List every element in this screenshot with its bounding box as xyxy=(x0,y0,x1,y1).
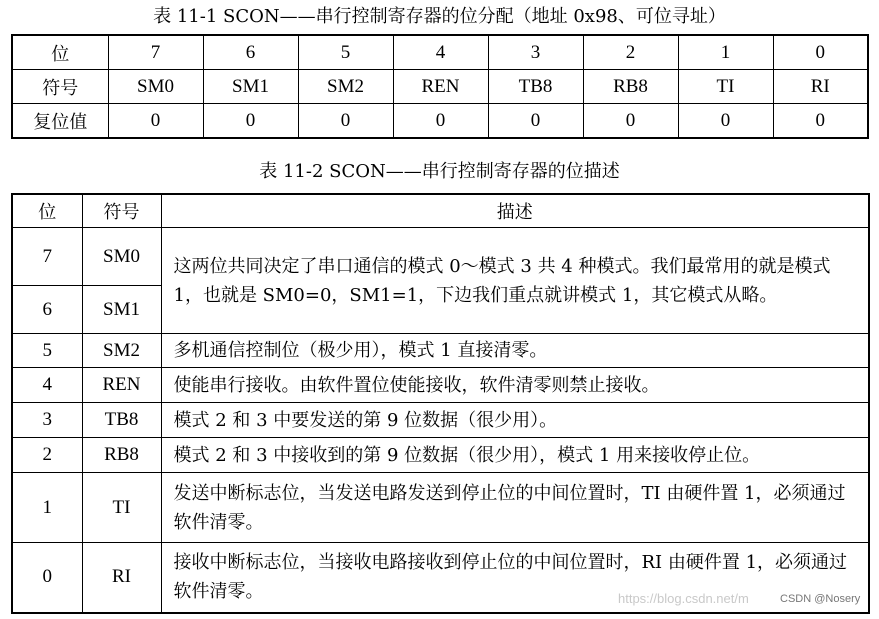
bit-cell: 5 xyxy=(298,35,393,70)
description-cell: 发送中断标志位，当发送电路发送到停止位的中间位置时，TI 由硬件置 1，必须通过软件清零。 xyxy=(161,473,869,543)
bit-cell: 3 xyxy=(488,35,583,70)
header-bit: 位 xyxy=(12,194,82,228)
table-row xyxy=(12,473,869,543)
symbol-cell: TI xyxy=(82,473,161,543)
bit-cell: 1 xyxy=(678,35,773,70)
bit-cell: 1 xyxy=(12,473,82,543)
bit-cell: 3 xyxy=(12,403,82,438)
symbol-cell: TB8 xyxy=(82,403,161,438)
reset-cell: 0 xyxy=(773,104,868,139)
bit-allocation-table xyxy=(11,34,869,139)
table-row xyxy=(12,438,869,473)
symbol-cell: SM2 xyxy=(82,334,161,368)
header-row xyxy=(12,194,869,228)
symbol-cell: SM2 xyxy=(298,70,393,104)
table2-caption: 表 11-2 SCON——串行控制寄存器的位描述 xyxy=(259,161,620,182)
bit-cell: 0 xyxy=(773,35,868,70)
symbol-cell: SM0 xyxy=(108,70,203,104)
symbol-cell: REN xyxy=(82,368,161,403)
bit-cell: 2 xyxy=(583,35,678,70)
reset-row xyxy=(12,104,868,139)
reset-cell: 0 xyxy=(678,104,773,139)
watermark-url: https://blog.csdn.net/m xyxy=(618,591,749,606)
reset-cell: 0 xyxy=(203,104,298,139)
bit-cell: 7 xyxy=(108,35,203,70)
description-cell: 模式 2 和 3 中接收到的第 9 位数据（很少用），模式 1 用来接收停止位。 xyxy=(161,438,869,473)
symbol-cell: TI xyxy=(678,70,773,104)
symbol-cell: RB8 xyxy=(82,438,161,473)
bit-cell: 4 xyxy=(393,35,488,70)
symbol-cell: RI xyxy=(82,543,161,613)
table-row xyxy=(12,368,869,403)
bit-description-table xyxy=(11,193,870,614)
bit-cell: 5 xyxy=(12,334,82,368)
bit-cell: 7 xyxy=(12,228,82,286)
bit-cell: 2 xyxy=(12,438,82,473)
symbol-cell: REN xyxy=(393,70,488,104)
symbol-cell: RI xyxy=(773,70,868,104)
reset-cell: 0 xyxy=(298,104,393,139)
watermark-brand: CSDN @Nosery xyxy=(780,593,861,605)
symbol-cell: RB8 xyxy=(583,70,678,104)
reset-cell: 0 xyxy=(108,104,203,139)
description-cell: 使能串行接收。由软件置位使能接收，软件清零则禁止接收。 xyxy=(161,368,869,403)
header-description: 描述 xyxy=(161,194,869,228)
table-row xyxy=(12,403,869,438)
description-cell: 模式 2 和 3 中要发送的第 9 位数据（很少用）。 xyxy=(161,403,869,438)
reset-cell: 0 xyxy=(583,104,678,139)
symbol-row xyxy=(12,70,868,104)
header-symbol: 符号 xyxy=(82,194,161,228)
reset-cell: 0 xyxy=(393,104,488,139)
bit-cell: 4 xyxy=(12,368,82,403)
row-label: 位 xyxy=(12,35,108,70)
bit-row xyxy=(12,35,868,70)
bit-cell: 6 xyxy=(203,35,298,70)
symbol-cell: TB8 xyxy=(488,70,583,104)
symbol-cell: SM0 xyxy=(82,228,161,286)
table-row xyxy=(12,334,869,368)
description-cell: 这两位共同决定了串口通信的模式 0～模式 3 共 4 种模式。我们最常用的就是模式 1，也就是 SM0=0，SM1=1，下边我们重点就讲模式 1，其它模式从略。 xyxy=(161,228,869,334)
table-row xyxy=(12,228,869,286)
reset-cell: 0 xyxy=(488,104,583,139)
bit-cell: 0 xyxy=(12,543,82,613)
row-label: 符号 xyxy=(12,70,108,104)
table1-caption: 表 11-1 SCON——串行控制寄存器的位分配（地址 0x98、可位寻址） xyxy=(153,6,726,27)
bit-cell: 6 xyxy=(12,286,82,334)
row-label: 复位值 xyxy=(12,104,108,139)
description-cell: 接收中断标志位，当接收电路接收到停止位的中间位置时，RI 由硬件置 1，必须通过软件清零。 xyxy=(161,543,869,613)
symbol-cell: SM1 xyxy=(82,286,161,334)
description-cell: 多机通信控制位（极少用），模式 1 直接清零。 xyxy=(161,334,869,368)
symbol-cell: SM1 xyxy=(203,70,298,104)
